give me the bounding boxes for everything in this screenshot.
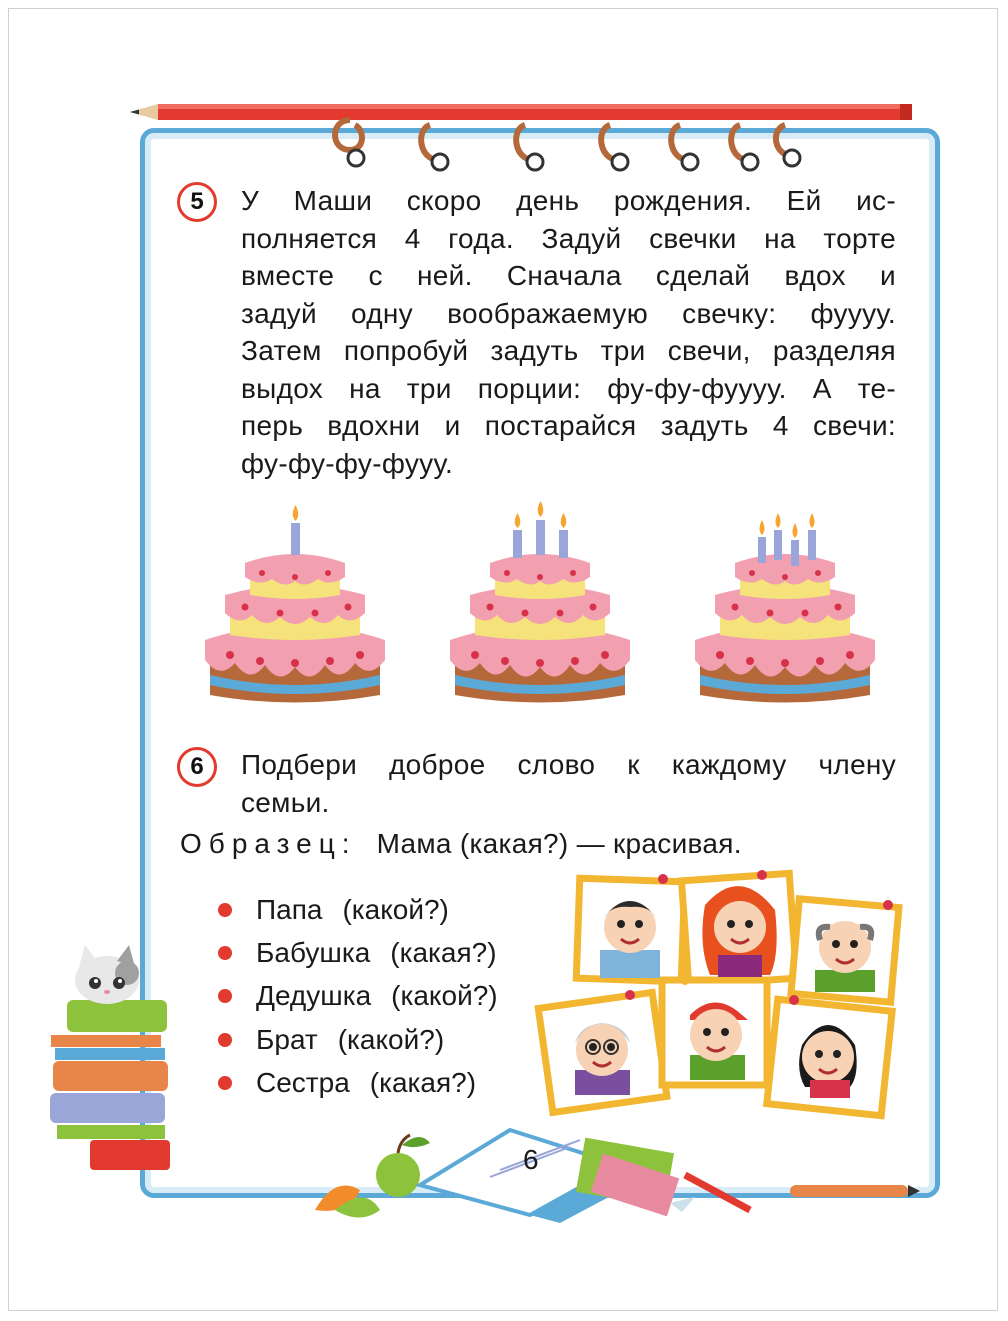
list-item xyxy=(218,931,498,974)
family-photos-illustration xyxy=(530,865,910,1125)
task-number-6: 6 xyxy=(177,747,217,787)
sample-text: Мама (какая?) — красивая. xyxy=(376,828,742,859)
task-number-5: 5 xyxy=(177,182,217,222)
books-and-kitten-illustration xyxy=(45,945,175,1175)
task6-text xyxy=(241,746,896,821)
text-line: фу-фу-фу-фууу. xyxy=(241,447,454,479)
sample-label: Образец: xyxy=(180,828,357,859)
text-line: Затем попробуй задуть три свечи, разделяя xyxy=(241,335,896,366)
member-question: (какая?) xyxy=(369,1066,477,1098)
member-question: (какой?) xyxy=(337,1023,445,1055)
member-question: (какая?) xyxy=(390,936,497,968)
text-line: задуй одну воображаемую свечку: фуууу. xyxy=(241,297,896,329)
member-name: Папа xyxy=(256,893,323,925)
spiral-binding xyxy=(320,100,820,180)
page-number: 6 xyxy=(523,1144,539,1175)
member-name: Дедушка xyxy=(256,980,372,1012)
bullet-icon xyxy=(218,1033,232,1047)
bottom-decoration-illustration xyxy=(290,1115,920,1225)
family-members-list xyxy=(218,888,498,1104)
sample-line xyxy=(180,828,742,860)
member-name: Бабушка xyxy=(256,936,371,968)
bullet-icon xyxy=(218,946,232,960)
bullet-icon xyxy=(218,903,232,917)
text-line: У Маши скоро день рождения. Ей ис- xyxy=(241,185,896,216)
member-name: Сестра xyxy=(256,1066,350,1098)
text-line: семьи. xyxy=(241,786,330,818)
text-line: Подбери доброе слово к каждому члену xyxy=(241,749,896,780)
list-item xyxy=(218,1061,498,1104)
bullet-icon xyxy=(218,1076,232,1090)
text-line: полняется 4 года. Задуй свечки на торте xyxy=(241,222,896,254)
list-item xyxy=(218,1018,498,1061)
text-line: выдох на три порции: фу-фу-фуууу. А те- xyxy=(241,372,896,404)
member-name: Брат xyxy=(256,1023,318,1055)
list-item xyxy=(218,888,498,931)
task5-text xyxy=(241,182,896,482)
member-question: (какой?) xyxy=(342,893,449,925)
member-question: (какой?) xyxy=(391,980,498,1012)
text-line: вместе с ней. Сначала сделай вдох и xyxy=(241,260,896,291)
birthday-cakes-illustration xyxy=(200,495,900,725)
text-line: перь вдохни и постарайся задуть 4 свечи: xyxy=(241,410,896,441)
list-item xyxy=(218,975,498,1018)
bullet-icon xyxy=(218,989,232,1003)
